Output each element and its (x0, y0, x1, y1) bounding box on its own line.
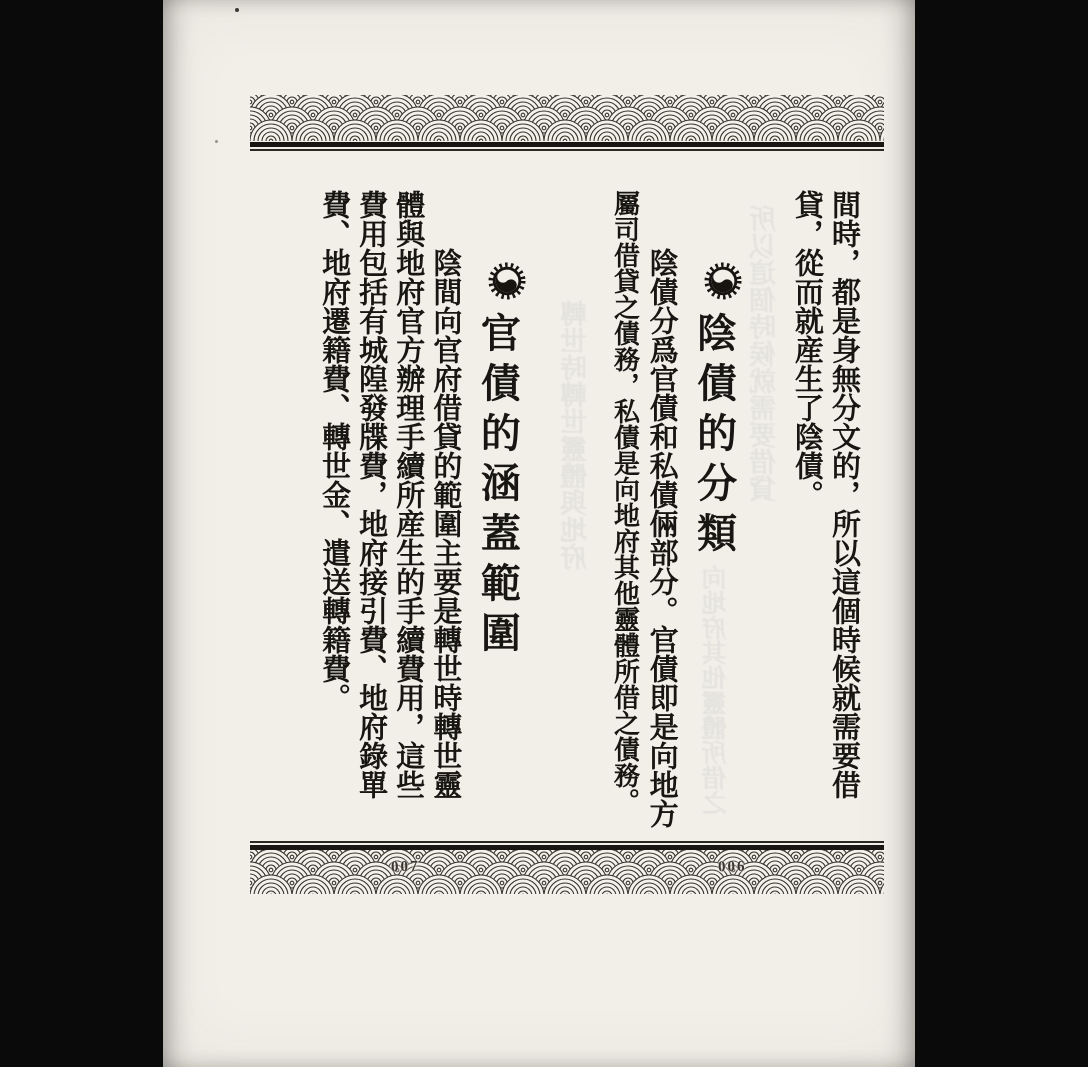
scan-speck (215, 140, 218, 143)
section-heading (473, 190, 525, 855)
text-column: 費用包括有城隍發牒費，地府接引費、地府錄單 (355, 190, 388, 799)
taiji-gear-icon (488, 262, 526, 300)
section-heading-text: 陰債的分類 (691, 312, 737, 562)
top-wave-border (250, 95, 884, 151)
book-page (163, 0, 915, 1067)
text-column: 體與地府官方辦理手續所産生的手續費用，這些 (392, 190, 425, 799)
text-column: 貸，從而就産生了陰債。 (790, 190, 823, 509)
thin-rule (250, 841, 884, 843)
text-column: 陰債分爲官債和私債倆部分。官債即是向地方 (645, 248, 678, 828)
section-heading (690, 190, 742, 855)
thick-rule (250, 142, 884, 147)
page-body-text (315, 190, 862, 855)
taiji-gear-icon (704, 262, 742, 300)
bleed-through-text: 向地府其他靈體所借之 (703, 565, 730, 815)
bleed-through-text: 轉世時轉世靈體與地府 (561, 300, 591, 570)
section-heading-text: 官債的涵蓋範圍 (475, 312, 521, 662)
bleed-through-text: 所以這個時候就需要借貸 (750, 205, 780, 502)
page-number-left: 007 (390, 858, 420, 876)
scan-speck (235, 8, 239, 12)
scan-dark-margin-right (915, 0, 1088, 1067)
text-column: 屬司借貸之債務，私債是向地府其他靈體所借之債務。 (610, 190, 640, 814)
wave-pattern (250, 850, 884, 894)
text-column: 間時，都是身無分文的，所以這個時候就需要借 (828, 190, 860, 799)
wave-pattern (250, 95, 884, 141)
scan-dark-margin-left (0, 0, 163, 1067)
text-column: 費、地府遷籍費、轉世金、遣送轉籍費。 (318, 190, 351, 712)
page-number-right: 006 (717, 858, 747, 876)
bottom-wave-border (250, 841, 884, 894)
text-column: 陰間向官府借貸的範圍主要是轉世時轉世靈 (429, 248, 462, 799)
thin-rule (250, 149, 884, 151)
